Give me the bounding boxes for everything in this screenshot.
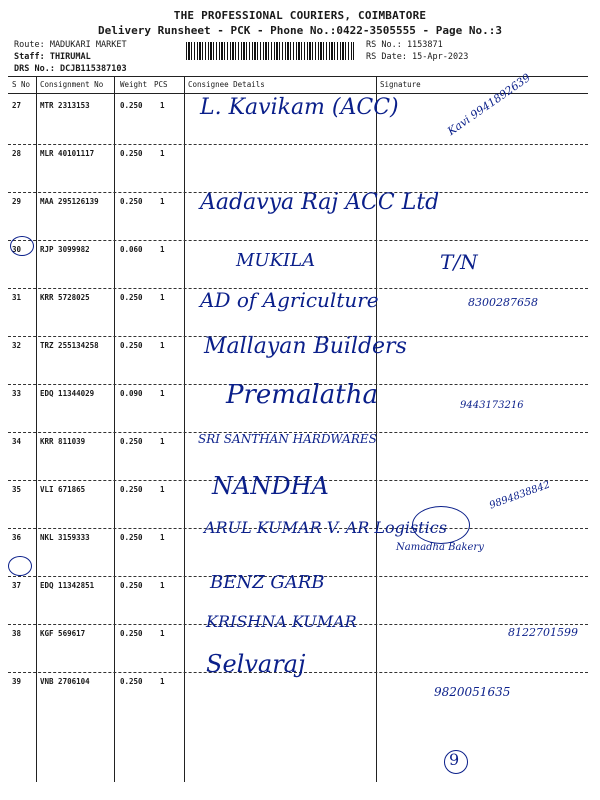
weight-value: 0.250 [120,533,143,542]
serial-number: 39 [12,677,22,686]
consignment-number: EDQ 11342851 [40,581,95,590]
signature-circle [412,506,470,544]
serial-number: 36 [12,533,22,542]
pieces-count: 1 [160,437,165,446]
circled-row-mark [10,236,34,256]
consignment-number: NKL 3159333 [40,533,90,542]
handwritten-consignee: Selvaraj [206,650,306,678]
pieces-count: 1 [160,677,165,686]
handwritten-signature: T/N [440,250,478,274]
page-mark: 9 [449,750,460,769]
col-header-consignee: Consignee Details [188,80,265,89]
serial-number: 32 [12,341,22,350]
circled-row-mark [8,556,32,576]
handwritten-consignee: AD of Agriculture [200,288,379,312]
serial-number: 35 [12,485,22,494]
weight-value: 0.250 [120,485,143,494]
serial-number: 30 [12,245,22,254]
pieces-count: 1 [160,245,165,254]
weight-value: 0.250 [120,293,143,302]
serial-number: 34 [12,437,22,446]
handwritten-consignee: KRISHNA KUMAR [206,612,357,631]
row-separator [8,144,588,145]
serial-number: 28 [12,149,22,158]
serial-number: 27 [12,101,22,110]
serial-number: 37 [12,581,22,590]
pieces-count: 1 [160,485,165,494]
serial-number: 31 [12,293,22,302]
consignment-number: KRR 5728025 [40,293,90,302]
serial-number: 33 [12,389,22,398]
pieces-count: 1 [160,197,165,206]
pieces-count: 1 [160,581,165,590]
pieces-count: 1 [160,533,165,542]
col-header-weight: Weight [120,80,148,89]
pieces-count: 1 [160,341,165,350]
weight-value: 0.250 [120,101,143,110]
weight-value: 0.250 [120,341,143,350]
weight-value: 0.250 [120,629,143,638]
consignment-number: MLR 40101117 [40,149,95,158]
consignment-number: TRZ 255134258 [40,341,99,350]
consignment-number: RJP 3099982 [40,245,90,254]
handwritten-signature: 9443173216 [460,400,524,411]
row-separator [8,240,588,241]
rs-date: RS Date: 15-Apr-2023 [366,52,469,62]
route-label: Route: MADUKARI MARKET [14,40,127,50]
handwritten-consignee: Aadavya Raj ACC Ltd [200,190,440,215]
runsheet-subtitle: Delivery Runsheet - PCK - Phone No.:0422-3505555 - Page No.:3 [98,24,502,37]
handwritten-signature: 8122701599 [508,626,578,639]
weight-value: 0.250 [120,677,143,686]
weight-value: 0.060 [120,245,143,254]
handwritten-signature: 9894838842 [488,479,552,512]
col-header-pcs: PCS [154,80,168,89]
handwritten-signature: 9820051635 [434,685,511,699]
weight-value: 0.250 [120,437,143,446]
consignment-number: VNB 2706104 [40,677,90,686]
pieces-count: 1 [160,629,165,638]
handwritten-consignee: SRI SANTHAN HARDWARES [198,432,377,446]
serial-number: 29 [12,197,22,206]
serial-number: 38 [12,629,22,638]
header-top-rule [8,76,588,77]
pieces-count: 1 [160,149,165,158]
handwritten-consignee: MUKILA [236,250,316,271]
pieces-count: 1 [160,389,165,398]
handwritten-consignee: Premalatha [226,380,378,410]
company-title: THE PROFESSIONAL COURIERS, COIMBATORE [173,9,427,22]
handwritten-consignee: NANDHA [212,472,329,500]
rs-number: RS No.: 1153871 [366,40,443,50]
consignment-number: KGF 569617 [40,629,86,638]
handwritten-consignee: BENZ GARB [210,572,325,593]
drs-number: DRS No.: DCJB115387103 [14,64,127,74]
table-row [0,144,600,192]
handwritten-signature: Namadha Bakery [396,542,484,553]
pieces-count: 1 [160,293,165,302]
pieces-count: 1 [160,101,165,110]
consignment-number: MTR 2313153 [40,101,90,110]
weight-value: 0.250 [120,197,143,206]
handwritten-signature: Kavi 9941892639 [445,71,533,138]
weight-value: 0.250 [120,149,143,158]
weight-value: 0.090 [120,389,143,398]
consignment-number: KRR 811039 [40,437,86,446]
col-header-signature: Signature [380,80,421,89]
consignment-number: EDQ 11344029 [40,389,95,398]
handwritten-consignee: L. Kavikam (ACC) [200,95,399,120]
consignment-number: MAA 295126139 [40,197,99,206]
handwritten-consignee: Mallayan Builders [204,334,407,359]
consignment-number: VLI 671865 [40,485,86,494]
handwritten-consignee: ARUL KUMAR V. AR Logistics [204,518,447,537]
weight-value: 0.250 [120,581,143,590]
col-header-consignment: Consignment No [40,80,104,89]
staff-label: Staff: THIRUMAL [14,52,91,62]
barcode [186,42,354,60]
col-header-sno: S No [12,80,31,89]
handwritten-signature: 8300287658 [468,296,538,309]
